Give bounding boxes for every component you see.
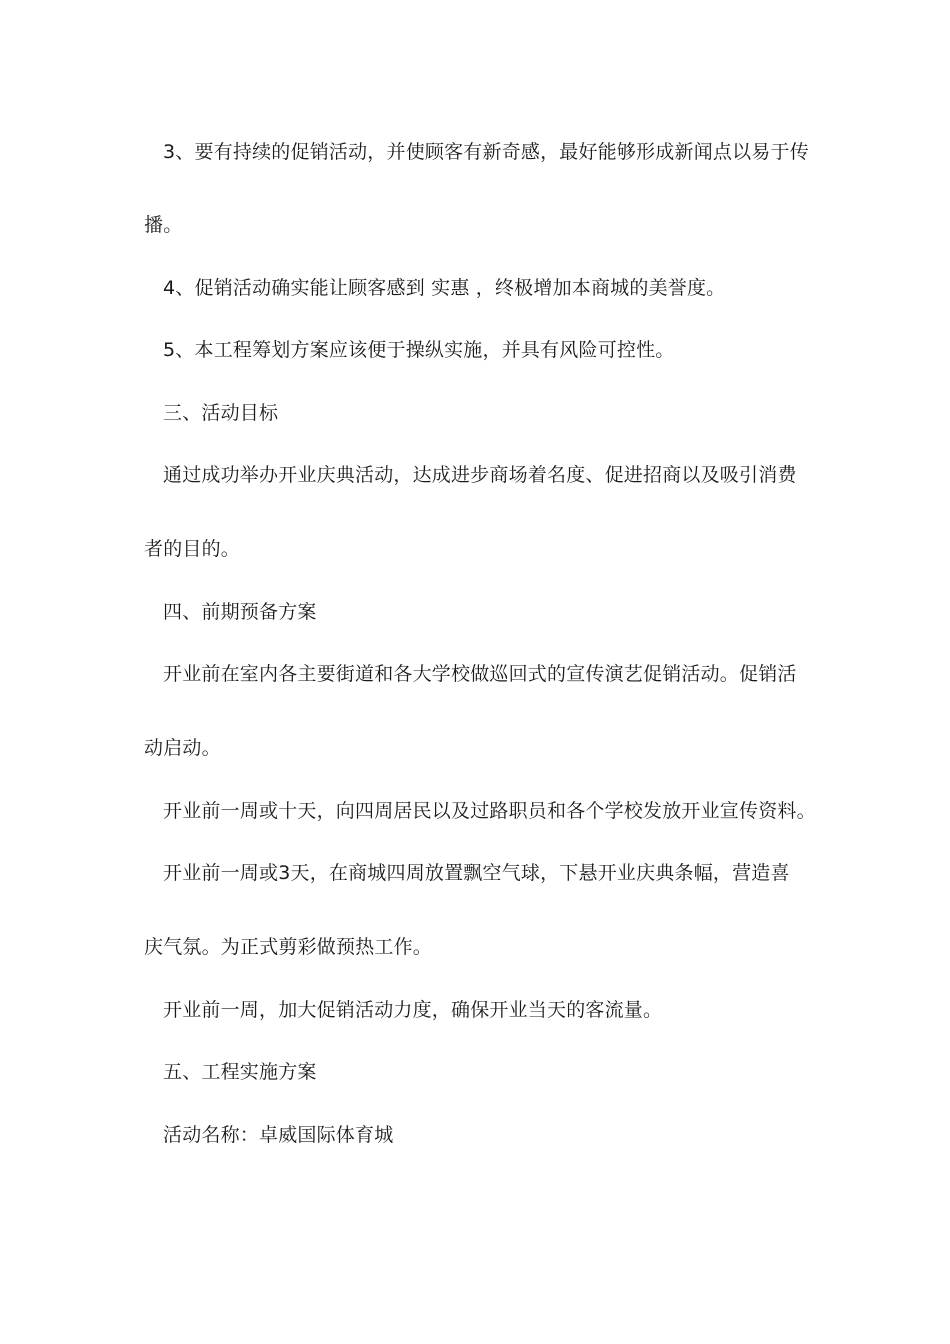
paragraph-goal-line-1: 通过成功举办开业庆典活动，达成进步商场着名度、促进招商以及吸引消费 [163,464,797,486]
paragraph-item-3-line-2: 播。 [144,214,183,236]
heading-section-3: 三、活动目标 [163,402,279,424]
paragraph-prep-1-line-1: 开业前在室内各主要街道和各大学校做巡回式的宣传演艺促销活动。促销活 [163,663,797,685]
paragraph-item-5: 5、本工程筹划方案应该便于操纵实施，并具有风险可控性。 [163,339,675,361]
paragraph-prep-2: 开业前一周或十天，向四周居民以及过路职员和各个学校发放开业宣传资料。 [163,800,816,822]
paragraph-item-4: 4、促销活动确实能让顾客感到 实惠 ，终极增加本商城的美誉度。 [163,277,726,299]
paragraph-goal-line-2: 者的目的。 [144,538,241,560]
heading-section-5: 五、工程实施方案 [163,1061,317,1083]
paragraph-prep-1-line-2: 动启动。 [144,737,221,759]
paragraph-activity-name: 活动名称：卓威国际体育城 [163,1124,394,1146]
paragraph-prep-3-line-2: 庆气氛。为正式剪彩做预热工作。 [144,936,433,958]
heading-section-4: 四、前期预备方案 [163,601,317,623]
paragraph-item-3-line-1: 3、要有持续的促销活动，并使顾客有新奇感，最好能够形成新闻点以易于传 [163,141,809,163]
paragraph-prep-3-line-1: 开业前一周或3天，在商城四周放置飘空气球，下悬开业庆典条幅，营造喜 [163,862,790,884]
paragraph-prep-4: 开业前一周，加大促销活动力度，确保开业当天的客流量。 [163,999,663,1021]
